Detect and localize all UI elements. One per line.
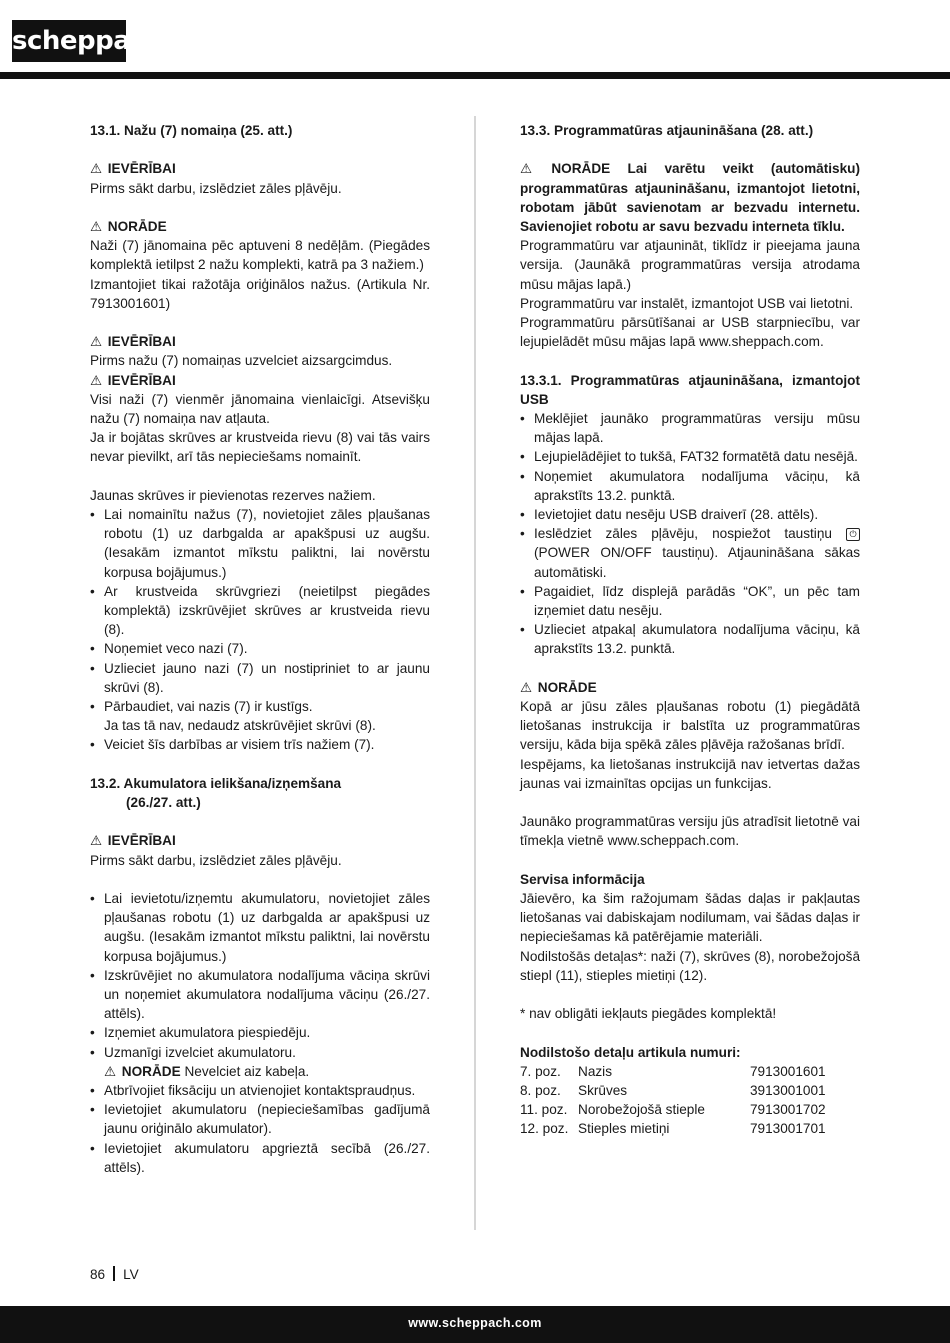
list-item: • Noņemiet akumulatora nodalījuma vāciņu, kā aprakstīts 13.2. punktā.: [520, 467, 860, 505]
caution-heading: ⚠ IEVĒRĪBAI: [90, 371, 430, 390]
list-item: • Izskrūvējiet no akumulatora nodalījuma vāciņa skrūvi un noņemiet akumulatora nodalījuma vāciņu (26./27. attēls).: [90, 966, 430, 1024]
list-item: • Meklējiet jaunāko programmatūras versiju mūsu mājas lapā.: [520, 409, 860, 447]
table-row: [520, 1062, 826, 1081]
caution-text: Pirms nažu (7) nomaiņas uzvelciet aizsargcimdus.: [90, 353, 393, 369]
list-item: • Lai nomainītu nažus (7), novietojiet zāles pļaušanas robotu (1) uz darbgalda ar apakšpusi uz augšu. (Iesakām izmantot mīkstu paliktni, lai novērstu korpusa bojājumus.): [90, 505, 430, 582]
warning-triangle-icon: ⚠: [104, 1063, 117, 1079]
battery-steps-list: [90, 889, 430, 1177]
caution-text: Pirms sākt darbu, izslēdziet zāles pļāvēju.: [90, 852, 342, 868]
footer-url: www.scheppach.com: [0, 1306, 950, 1343]
paragraph: Jaunas skrūves ir pievienotas rezerves nažiem.: [90, 487, 376, 503]
footnote: * nav obligāti iekļauts piegādes komplektā!: [520, 1006, 777, 1022]
part-number: 3913001001: [750, 1083, 826, 1099]
list-item: • Uzlieciet jauno nazi (7) un nostipriniet to ar jaunu skrūvi (8).: [90, 659, 430, 697]
caution-text: Ja ir bojātas skrūves ar krustveida rievu (8) vai tās vairs nevar pievilkt, arī tās nepieciešams nomainīt.: [90, 430, 430, 465]
service-text: Nodilstošās detaļas*: naži (7), skrūves (8), norobežojošā stiepl (11), stieples mietiņi (12).: [520, 948, 861, 983]
note-text: Izmantojiet tikai ražotāja oriģinālos nažus. (Artikula Nr. 7913001601): [90, 276, 430, 311]
note-text: Jaunāko programmatūras versiju jūs atradīsit lietotnē vai tīmekļa vietnē www.scheppach.com.: [520, 814, 861, 849]
part-name: Skrūves: [578, 1083, 628, 1099]
list-item: • Izņemiet akumulatora piespiedēju.: [90, 1023, 430, 1042]
list-item: • Veiciet šīs darbības ar visiem trīs nažiem (7).: [90, 735, 430, 754]
section-title-13-2: 13.2. Akumulatora ielikšana/izņemšana: [90, 775, 342, 791]
left-column: [90, 121, 430, 1177]
warning-triangle-icon: ⚠: [90, 833, 103, 849]
list-item: • Ievietojiet datu nesēju USB draiverī (28. attēls).: [520, 505, 860, 524]
list-item: • Noņemiet veco nazi (7).: [90, 639, 430, 658]
warning-triangle-icon: ⚠: [90, 334, 103, 350]
note-heading: ⚠ NORĀDE: [520, 678, 860, 697]
warning-triangle-icon: ⚠: [520, 161, 533, 177]
list-item: • Lai ievietotu/izņemtu akumulatoru, novietojiet zāles pļaušanas robotu (1) uz darbgalda ar apakšpusi uz augšu. (Iesakām izmantot mīkstu paliktni, lai novērstu korpusa bojājumus.): [90, 889, 430, 966]
caution-text: Visi naži (7) vienmēr jānomaina vienlaicīgi. Atsevišķu nažu (7) nomaiņa nav atļauta.: [90, 391, 430, 426]
list-item: • Ievietojiet akumulatoru (nepieciešamības gadījumā jaunu oriģinālo akumulator).: [90, 1100, 430, 1138]
section-title-13-2-ref: (26./27. att.): [126, 795, 201, 811]
warning-triangle-icon: ⚠: [90, 161, 103, 177]
section-title-13-1: 13.1. Nažu (7) nomaiņa (25. att.): [90, 123, 293, 138]
list-item: • Ievietojiet akumulatoru apgrieztā secībā (26./27. attēls).: [90, 1139, 430, 1177]
list-item: • Lejupielādējiet to tukšā, FAT32 formatētā datu nesējā.: [520, 447, 860, 466]
note-text: Iespējams, ka lietošanas instrukcijā nav ietvertas dažas jaunas vai izmainītas opcijas un funkcijas.: [520, 756, 860, 791]
list-item: • Uzlieciet atpakaļ akumulatora nodalījuma vāciņu, kā aprakstīts 13.2. punktā.: [520, 620, 860, 658]
list-item: • Ar krustveida skrūvgriezi (neietilpst piegādes komplektā) izskrūvējiet skrūves ar krustveida rievu (8).: [90, 582, 430, 640]
parts-title: Nodilstošo detaļu artikula numuri:: [520, 1044, 741, 1060]
caution-text: Pirms sākt darbu, izslēdziet zāles pļāvēju.: [90, 180, 342, 196]
note-text: Programmatūru pārsūtīšanai ar USB starpniecību, var lejupielādēt mūsu mājas lapā www.sheppach.com.: [520, 315, 860, 350]
part-number: 7913001601: [750, 1063, 826, 1079]
steps-list: [90, 505, 430, 755]
service-text: Jāievēro, ka šim ražojumam šādas daļas ir pakļautas lietošanas vai dabiskajam nodilumam, vai šādas daļas ir nepieciešamas kā patērējamie materiāli.: [520, 891, 860, 945]
note-text: Programmatūru var instalēt, izmantojot USB vai lietotni.: [520, 295, 854, 311]
usb-steps-list: [520, 409, 860, 659]
right-column: [520, 121, 860, 1139]
note-bold-text: ⚠ NORĀDE Lai varētu veikt (automātisku) programmatūras atjaunināšanu, izmantojot lietotni, robotam jābūt savienotam ar bezvadu internetu. Savienojiet robotu ar savu bezvadu interneta tīklu.: [520, 161, 861, 234]
note-heading: ⚠ NORĀDE: [90, 217, 430, 236]
note-text: Kopā ar jūsu zāles pļaušanas robotu (1) piegādātā lietošanas instrukcija ir balstīta uz programmatūras versiju, kāda bija spēkā zāles pļāvēja ražošanas brīdī.: [520, 699, 860, 753]
note-label: NORĀDE: [121, 1063, 181, 1079]
part-name: Norobežojošā stieple: [578, 1102, 705, 1118]
service-title: Servisa informācija: [520, 871, 645, 887]
list-item: • Ieslēdziet zāles pļāvēju, nospiežot taustiņu ⏻ (POWER ON/OFF taustiņu). Atjaunināšana sākas automātiski.: [520, 524, 860, 582]
part-name: Stieples mietiņi: [578, 1121, 670, 1137]
warning-triangle-icon: ⚠: [520, 679, 533, 695]
part-position: 7. poz.: [520, 1063, 561, 1079]
part-name: Nazis: [578, 1063, 612, 1079]
scheppach-logo: scheppach: [12, 20, 126, 62]
language-code: LV: [123, 1267, 139, 1282]
section-title-13-3: 13.3. Programmatūras atjaunināšana (28. att.): [520, 123, 814, 138]
note-text: Programmatūru var atjaunināt, tiklīdz ir pieejama jauna versija. (Jaunākā programmatūras versija atrodama mūsu mājas lapā.): [520, 238, 860, 292]
part-position: 8. poz.: [520, 1083, 561, 1099]
part-position: 11. poz.: [520, 1102, 568, 1118]
list-item: • Pārbaudiet, vai nazis (7) ir kustīgs. Ja tas tā nav, nedaudz atskrūvējiet skrūvi (8).: [90, 697, 430, 735]
header-bar: [0, 72, 950, 79]
power-button-icon: ⏻: [846, 528, 860, 541]
warning-triangle-icon: ⚠: [90, 372, 103, 388]
column-divider: [474, 116, 476, 1230]
note-text: Naži (7) jānomaina pēc aptuveni 8 nedēļām. (Piegādes komplektā ietilpst 2 nažu komplekti, katrā pa 3 nažiem.): [90, 238, 430, 273]
list-item: • Pagaidiet, līdz displejā parādās “OK”, un pēc tam izņemiet datu nesēju.: [520, 582, 860, 620]
part-position: 12. poz.: [520, 1121, 569, 1137]
section-title-13-3-1: 13.3.1. Programmatūras atjaunināšana, izmantojot USB: [520, 372, 860, 407]
part-number: 7913001701: [750, 1121, 826, 1137]
table-row: [520, 1119, 826, 1138]
caution-heading: ⚠ IEVĒRĪBAI: [90, 159, 430, 178]
table-row: [520, 1081, 826, 1100]
list-item-sub: Ja tas tā nav, nedaudz atskrūvējiet skrūvi (8).: [104, 718, 376, 734]
list-item: • Atbrīvojiet fiksāciju un atvienojiet kontaktspraudņus.: [90, 1081, 430, 1100]
part-number: 7913001702: [750, 1102, 826, 1118]
warning-triangle-icon: ⚠: [90, 218, 103, 234]
note-text: Nevelciet aiz kabeļa.: [184, 1063, 310, 1079]
caution-heading: ⚠ IEVĒRĪBAI: [90, 831, 430, 850]
table-row: [520, 1100, 826, 1119]
list-item: • Uzmanīgi izvelciet akumulatoru. ⚠ NORĀDE Nevelciet aiz kabeļa.: [90, 1043, 430, 1081]
parts-table: [520, 1062, 826, 1139]
page-number: 86 LV: [90, 1267, 139, 1282]
caution-heading: ⚠ IEVĒRĪBAI: [90, 332, 430, 351]
